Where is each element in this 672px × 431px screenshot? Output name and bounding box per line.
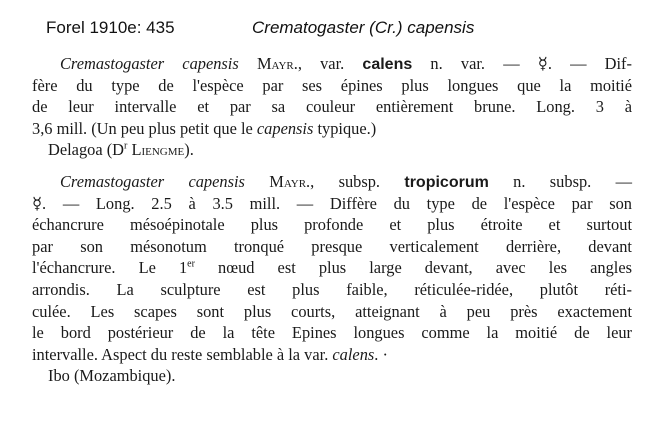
text-line [32,53,632,75]
locality-line: Ibo (Mozambique). [48,366,176,386]
reference-citation: Forel 1910e: 435 [46,18,175,37]
text-line: arrondis. La sculpture est plus faible, réticulée-ridée, plutôt réti- [32,279,632,299]
rank-label: , var. [297,54,345,73]
italic-name: calens [332,344,375,364]
paragraph-subsp-tropicorum [32,171,632,387]
genus-species-name: Cremastogaster capensis [60,171,245,191]
superscript: r [124,140,128,152]
text-fragment: intervalle. Aspect du reste semblable à la var. [32,344,329,364]
text-line: échancrure mésoépinotale plus profonde et plus étroite et surtout [32,215,632,235]
text-line: ☿. — Long. 2.5 à 3.5 mill. — Diffère du type de l'espèce par son [32,193,632,213]
taxon-name-bold: tropicorum [404,173,489,191]
document-body [32,53,632,387]
text-line: le bord postérieur de la tête Epines longues comme la moitié de leur [32,323,632,343]
taxon-title: Crematogaster (Cr.) capensis [252,18,475,37]
text-fragment: n. var. — ☿. — Dif- [430,54,632,73]
genus-species-name: Cremastogaster capensis [60,54,239,73]
text-line [32,257,632,279]
collector-name: Liengme [131,140,185,160]
text-line [32,118,632,140]
text-fragment: l'échancrure. Le 1 [32,258,188,278]
rank-label: , subsp. [310,171,381,191]
text-line [32,344,632,366]
text-fragment: typique.) [317,118,377,138]
text-fragment: Delagoa (D [48,140,124,160]
text-line: fère du type de l'espèce par ses épines plus longues que la moitié [32,75,632,95]
text-fragment: nœud est plus large devant, avec les angles [218,258,632,278]
text-line: de leur intervalle et par sa couleur entièrement brune. Long. 3 à [32,97,632,117]
text-fragment: . · [374,344,388,364]
text-fragment: n. subsp. — [513,171,632,191]
text-line [32,171,632,193]
text-fragment: ). [184,140,194,160]
text-line: culée. Les scapes sont plus courts, atteignant à peu près exactement [32,301,632,321]
paragraph-var-calens [32,53,632,161]
superscript: er [187,258,195,270]
author-name: Mayr. [269,171,311,191]
text-line: par son mésonotum tronqué presque verticalement derrière, devant [32,236,632,256]
author-name: Mayr. [256,54,298,73]
taxon-name-bold: calens [362,56,413,73]
text-fragment: 3,6 mill. (Un peu plus petit que le [32,118,253,138]
locality-line [32,139,632,161]
italic-name: capensis [256,118,314,138]
page-header [46,18,646,46]
